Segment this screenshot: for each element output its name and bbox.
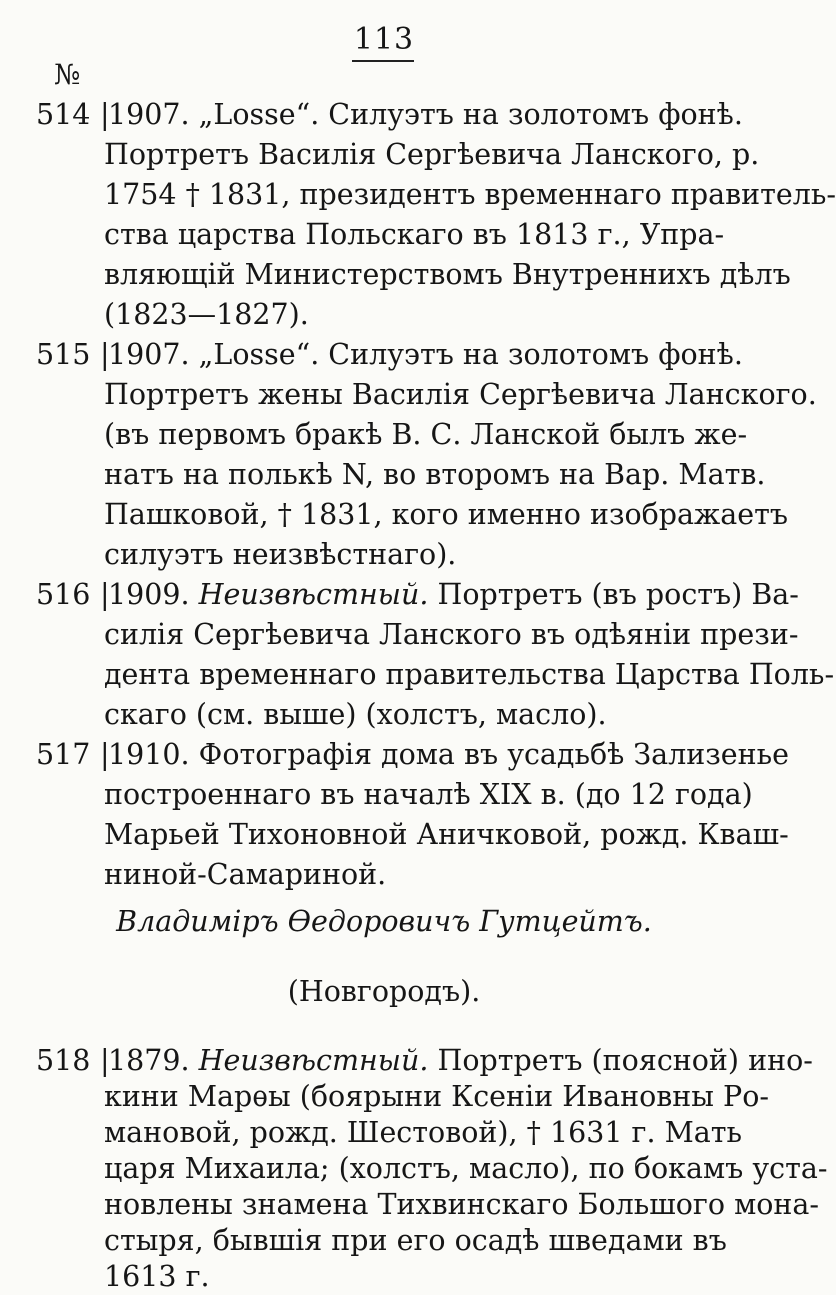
section-place-heading: (Новгородъ). <box>287 975 481 1008</box>
entry-text-line: 1613 г. <box>104 1260 210 1293</box>
page-number: 113 <box>353 22 415 57</box>
entry-year: 1910. <box>108 738 190 771</box>
entry-text-line: новлены знамена Тихвинскаго Большого мона- <box>104 1188 820 1221</box>
entry-year: 1909. <box>108 578 190 611</box>
entry-text-line: силія Сергѣевича Ланского въ одѣяніи прези- <box>104 618 799 651</box>
entry-number: 516 <box>36 578 91 611</box>
entry-year: 1907. <box>108 338 190 371</box>
entry-author: Неизвѣстный. <box>198 578 429 611</box>
entry-text-line: Пашковой, † 1831, кого именно изображаетъ <box>104 498 789 531</box>
entry-text-line: силуэтъ неизвѣстнаго). <box>104 538 457 571</box>
entry-text-line: вляющій Министерствомъ Внутреннихъ дѣлъ <box>104 258 791 291</box>
entry-text-line: натъ на полькѣ N, во второмъ на Вар. Матв. <box>104 458 766 491</box>
entry-text-line: „Losse“. Силуэтъ на золотомъ фонѣ. <box>198 98 743 131</box>
entry-text-line: Портретъ Василія Сергѣевича Ланского, р. <box>104 138 760 171</box>
entry-number: 517 <box>36 738 91 771</box>
entry-author: Неизвѣстный. <box>198 1044 429 1077</box>
entry-text-line: (въ первомъ бракѣ В. С. Ланской былъ же- <box>104 418 748 451</box>
entry-text-line: (1823—1827). <box>104 298 309 331</box>
document-page: 113 № 514 |1907. „Losse“. Силуэтъ на золотомъ фонѣ. Портретъ Василія Сергѣевича Ланского, р. 1754 † 1831, президентъ временнаго правитель- ства царства Польскаго въ 1813 г., Упра- вляющій Министерствомъ Внутреннихъ дѣлъ (1823—1827). 515 |1907. „Losse“. Силуэтъ на золотомъ фонѣ. Портретъ жены Василія Сергѣевича Ланского. (въ первомъ бракѣ В. С. Ланской былъ же- натъ на полькѣ N, во второмъ на Вар. Матв. Пашковой, † 1831, кого именно изображаетъ силуэтъ неизвѣстнаго). 516 |1909. Неизвѣстный. Портретъ (въ ростъ) Ва- силія Сергѣевича Ланского въ одѣяніи прези- дента временнаго правительства Царства Поль- скаго (см. выше) (холстъ, масло). 517 |1910. Фотографія дома въ усадьбѣ Зализенье построеннаго въ началѣ XIX в. (до 12 года) Марьей Тихоновной Аничковой, рожд. Кваш- ниной-Самариной. Владиміръ Ѳедоровичъ Гутцейтъ. (Новгородъ). 518 |1879. Неизвѣстный. Портретъ (поясной) ино- кини Марѳы (боярыни Ксеніи Ивановны Ро- мановой, рожд. Шестовой), † 1631 г. Мать царя Михаила; (холстъ, масло), по бокамъ уста- новлены знамена Тихвинскаго Большого мона- стыря, бывшія при его осадѣ шведами въ 1613 г. <box>0 0 768 1269</box>
entry-text-line: ниной-Самариной. <box>104 858 387 891</box>
entry-text-line: царя Михаила; (холстъ, масло), по бокамъ уста- <box>104 1152 828 1185</box>
entry-text-line: ства царства Польскаго въ 1813 г., Упра- <box>104 218 725 251</box>
entry-number: 514 <box>36 98 91 131</box>
entry-text-line: стыря, бывшія при его осадѣ шведами въ <box>104 1224 727 1257</box>
entry-text-line: Портретъ жены Василія Сергѣевича Ланского. <box>104 378 817 411</box>
entry-text-line: Марьей Тихоновной Аничковой, рожд. Кваш- <box>104 818 789 851</box>
entry-year: 1879. <box>108 1044 190 1077</box>
page-number-rule <box>352 60 414 62</box>
entry-text-line: дента временнаго правительства Царства Поль- <box>104 658 835 691</box>
number-sign: № <box>54 58 81 91</box>
entry-text-line: 1754 † 1831, президентъ временнаго правитель- <box>104 178 836 211</box>
entry-text-line: мановой, рожд. Шестовой), † 1631 г. Мать <box>104 1116 743 1149</box>
entry-text-line: построеннаго въ началѣ XIX в. (до 12 года) <box>104 778 753 811</box>
entry-year: 1907. <box>108 98 190 131</box>
entry-number: 515 <box>36 338 91 371</box>
entry-text-line: „Losse“. Силуэтъ на золотомъ фонѣ. <box>198 338 743 371</box>
entry-text-line: кини Марѳы (боярыни Ксеніи Ивановны Ро- <box>104 1080 769 1113</box>
entry-number: 518 <box>36 1044 91 1077</box>
entry-text-line: Фотографія дома въ усадьбѣ Зализенье <box>198 738 790 771</box>
entry-text-line: Портретъ (поясной) ино- <box>437 1044 813 1077</box>
entry-text-line: Портретъ (въ ростъ) Ва- <box>437 578 799 611</box>
section-owner-heading: Владиміръ Ѳедоровичъ Гутцейтъ. <box>116 905 652 938</box>
entry-text-line: скаго (см. выше) (холстъ, масло). <box>104 698 607 731</box>
